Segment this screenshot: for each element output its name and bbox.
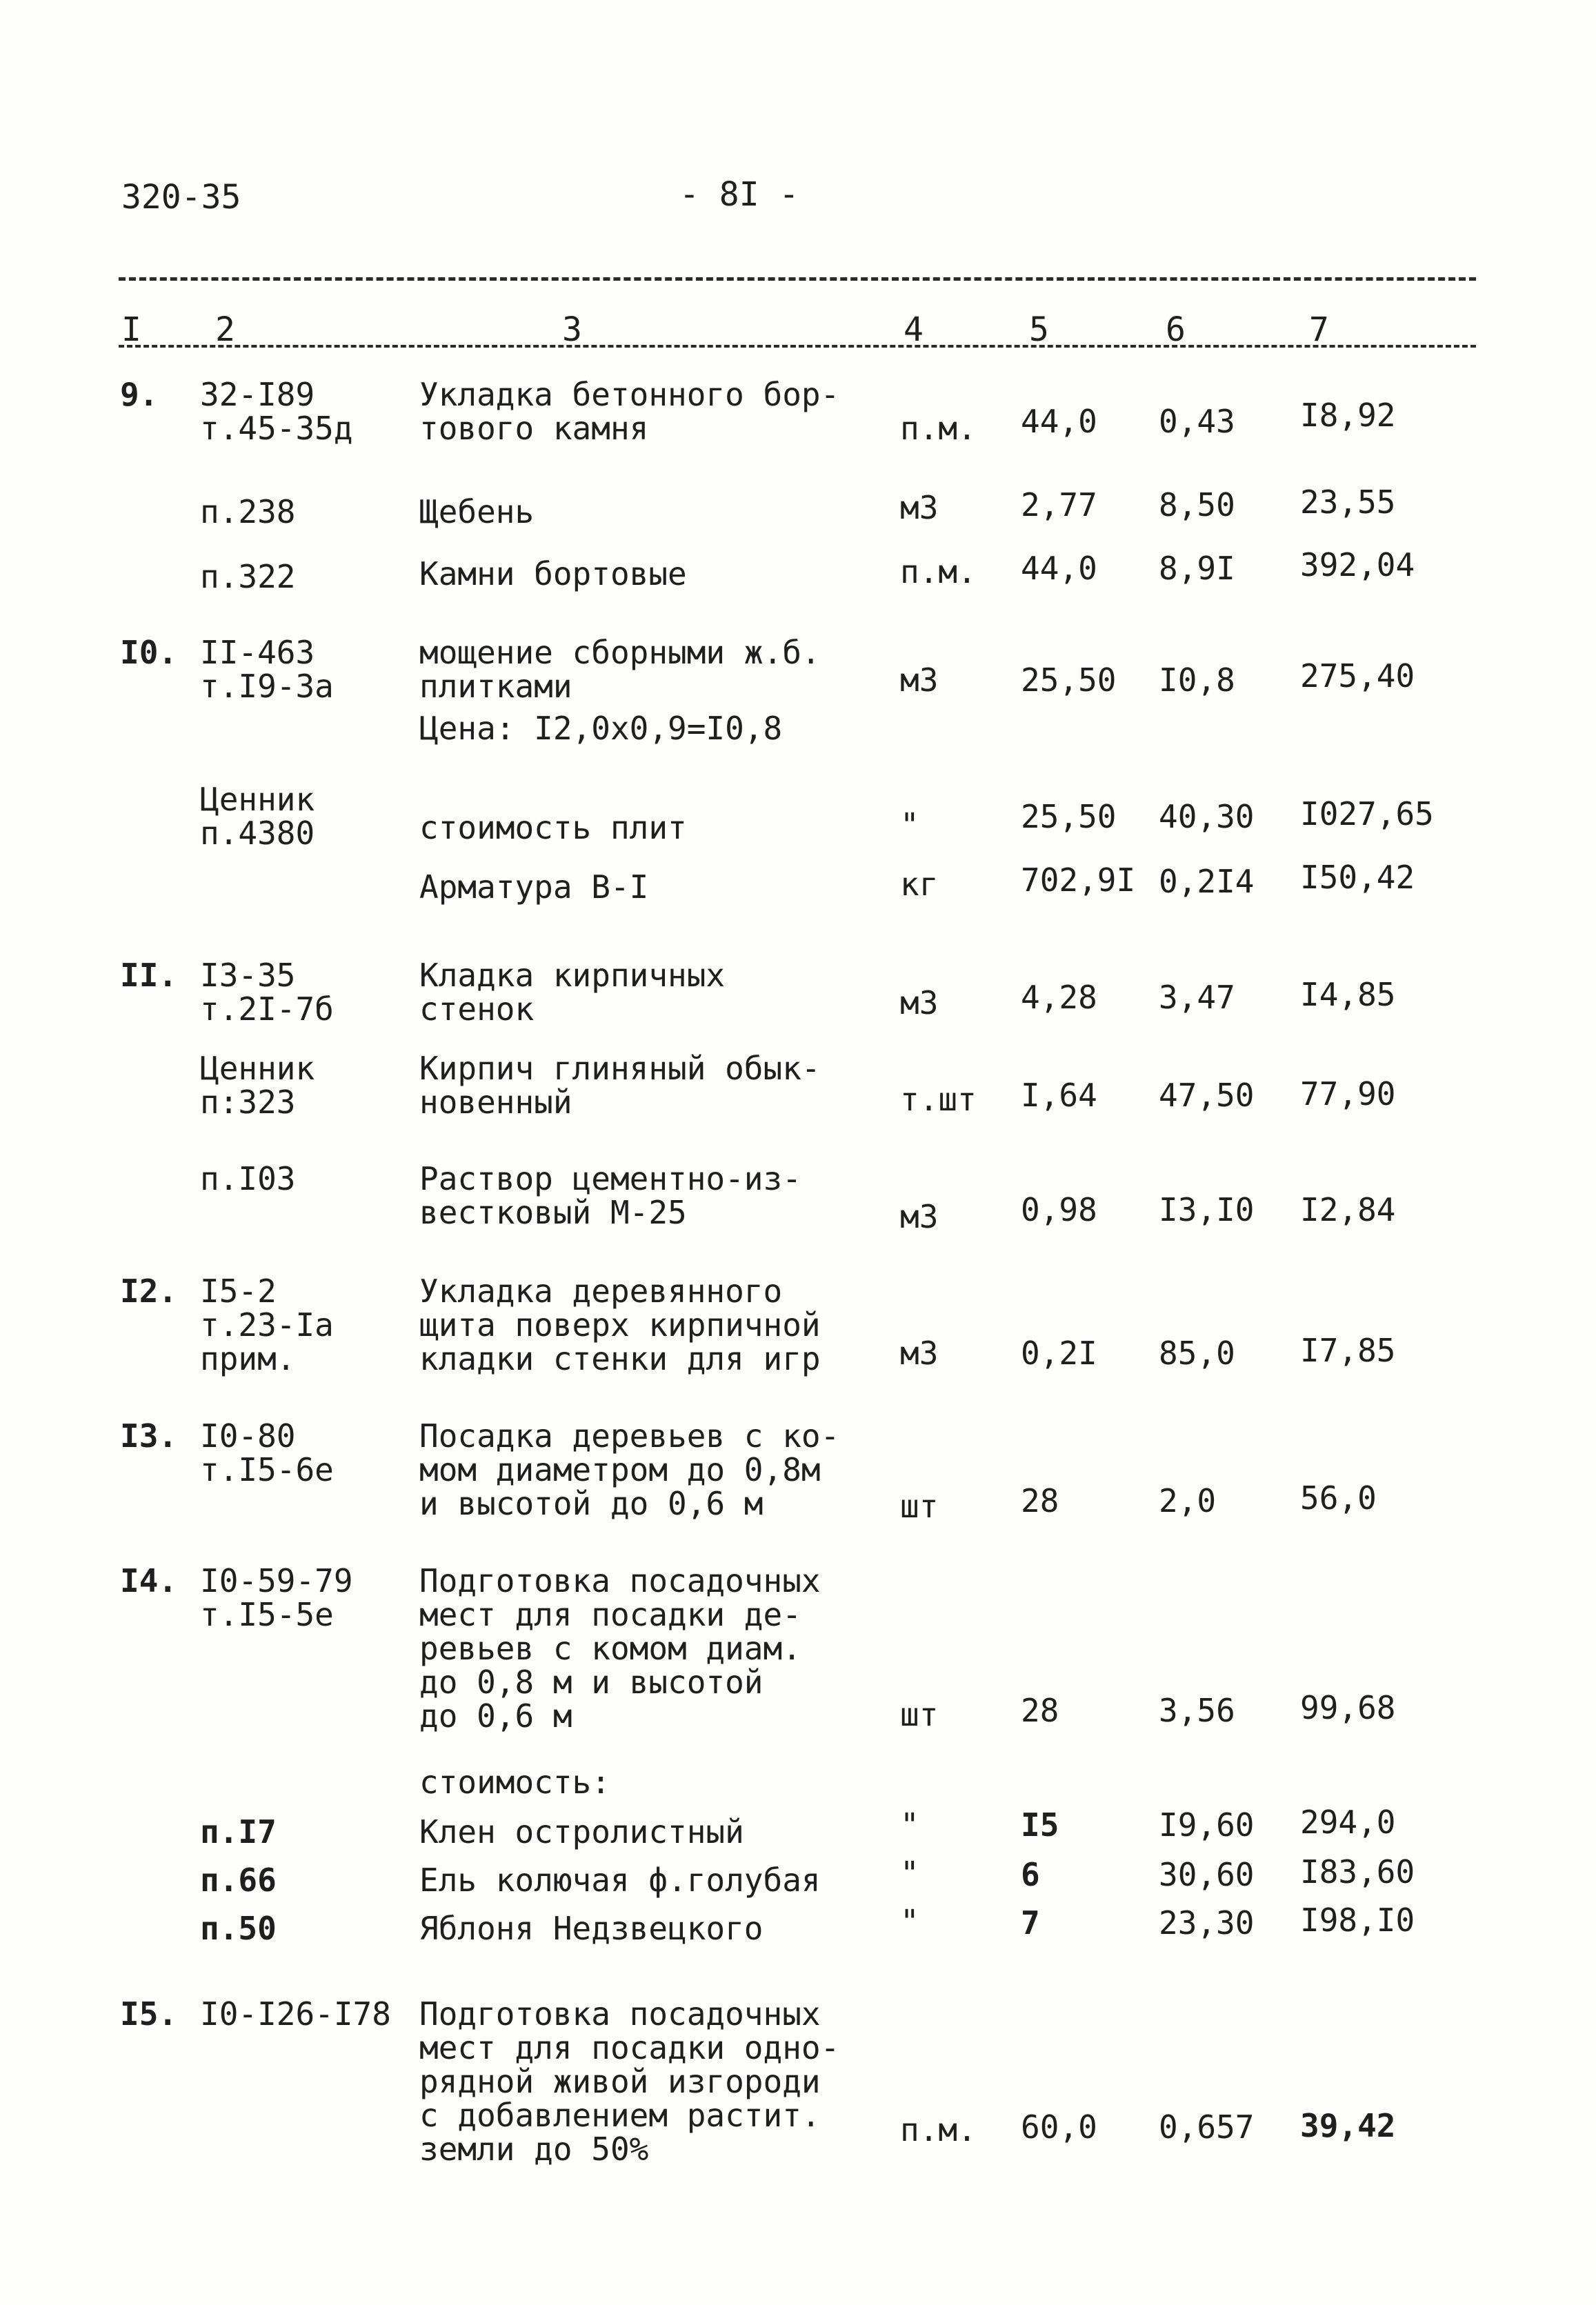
work-description: Укладка деревянного щита поверх кирпичной кладки стенки для игр bbox=[419, 1273, 821, 1377]
unit-price: 0,2I4 bbox=[1159, 863, 1255, 900]
top-divider bbox=[119, 277, 1476, 281]
rate-code: I0-59-79 т.I5-5е bbox=[200, 1562, 353, 1633]
work-description: Раствор цементно-из- вестковый М-25 bbox=[419, 1160, 801, 1231]
work-description: Кирпич глиняный обык- новенный bbox=[419, 1050, 821, 1121]
unit-price: 3,56 bbox=[1159, 1692, 1235, 1729]
column-header-1: I bbox=[121, 310, 141, 349]
unit: м3 bbox=[900, 1198, 939, 1235]
unit: шт bbox=[900, 1488, 939, 1525]
work-description: мощение сборными ж.б. плитками bbox=[419, 634, 821, 705]
work-description: Камни бортовые bbox=[419, 555, 687, 592]
rate-code: п.238 bbox=[200, 493, 296, 530]
quantity: 25,50 bbox=[1021, 798, 1117, 835]
work-description: Подготовка посадочных мест для посадки де- ревьев с комом диам. до 0,8 м и высотой до 0,6 м bbox=[419, 1562, 821, 1735]
unit-price: 3,47 bbox=[1159, 979, 1235, 1016]
unit: п.м. bbox=[900, 2111, 977, 2148]
price-calculation-note: Цена: I2,0х0,9=I0,8 bbox=[419, 710, 783, 747]
rate-code: 32-I89 т.45-35д bbox=[200, 376, 353, 447]
unit: шт bbox=[900, 1696, 939, 1733]
unit: " bbox=[900, 806, 919, 844]
unit-price: 0,657 bbox=[1159, 2108, 1255, 2146]
unit-price: 30,60 bbox=[1159, 1856, 1255, 1893]
unit-price: I0,8 bbox=[1159, 661, 1235, 699]
row-number: I3. bbox=[120, 1417, 178, 1455]
unit: " bbox=[900, 1806, 919, 1844]
total-cost: I7,85 bbox=[1300, 1332, 1396, 1369]
row-number: I0. bbox=[120, 634, 178, 671]
total-cost: 23,55 bbox=[1300, 483, 1396, 521]
unit-price: 8,50 bbox=[1159, 486, 1235, 523]
work-description: Клен остролистный bbox=[419, 1813, 744, 1850]
quantity: 25,50 bbox=[1021, 661, 1117, 699]
column-header-3: 3 bbox=[562, 310, 582, 349]
work-description: Посадка деревьев с ко- мом диаметром до 0,8м и высотой до 0,6 м bbox=[419, 1417, 840, 1522]
column-header-2: 2 bbox=[215, 310, 235, 349]
total-cost: I83,60 bbox=[1300, 1853, 1415, 1890]
total-cost: I50,42 bbox=[1300, 859, 1415, 896]
rate-code: Ценник п.4380 bbox=[200, 781, 315, 852]
unit: м3 bbox=[900, 1335, 939, 1372]
cost-subheading: стоимость: bbox=[419, 1764, 610, 1801]
unit-price: 8,9I bbox=[1159, 550, 1235, 587]
header-divider bbox=[119, 345, 1476, 348]
unit: кг bbox=[900, 866, 939, 903]
quantity: 4,28 bbox=[1021, 979, 1097, 1016]
work-description: Ель колючая ф.голубая bbox=[419, 1862, 821, 1899]
unit-price: 85,0 bbox=[1159, 1335, 1235, 1372]
work-description: Подготовка посадочных мест для посадки одно- рядной живой изгороди с добавлением растит. земли до 50% bbox=[419, 1995, 840, 2168]
row-number: I2. bbox=[120, 1273, 178, 1310]
quantity: 0,98 bbox=[1021, 1191, 1097, 1228]
total-cost: 77,90 bbox=[1300, 1075, 1396, 1112]
unit: п.м. bbox=[900, 553, 977, 590]
column-header-6: 6 bbox=[1166, 310, 1186, 349]
rate-code: Ценник п:323 bbox=[200, 1050, 315, 1121]
quantity: I,64 bbox=[1021, 1077, 1097, 1114]
unit: м3 bbox=[900, 984, 939, 1021]
unit-price: I9,60 bbox=[1159, 1806, 1255, 1844]
rate-code: I0-I26-I78 bbox=[200, 1995, 391, 2033]
unit-price: I3,I0 bbox=[1159, 1191, 1255, 1228]
work-description: Кладка кирпичных стенок bbox=[419, 957, 726, 1028]
rate-code: п.I03 bbox=[200, 1160, 296, 1197]
quantity: 44,0 bbox=[1021, 403, 1097, 440]
total-cost: 294,0 bbox=[1300, 1804, 1396, 1841]
work-description: стоимость плит bbox=[419, 809, 687, 846]
row-number: II. bbox=[120, 957, 178, 994]
page-number: - 8I - bbox=[679, 175, 799, 214]
quantity: 7 bbox=[1021, 1904, 1040, 1942]
unit: " bbox=[900, 1903, 919, 1940]
total-cost: I98,I0 bbox=[1300, 1902, 1415, 1939]
rate-code: I3-35 т.2I-7б bbox=[200, 957, 334, 1028]
total-cost: 39,42 bbox=[1300, 2107, 1396, 2144]
row-number: I5. bbox=[120, 1995, 178, 2033]
unit: " bbox=[900, 1855, 919, 1892]
work-description: Щебень bbox=[419, 493, 535, 530]
work-description: Арматура В-I bbox=[419, 868, 649, 906]
quantity: 6 bbox=[1021, 1856, 1040, 1893]
column-header-5: 5 bbox=[1029, 310, 1049, 349]
quantity: 0,2I bbox=[1021, 1335, 1097, 1372]
column-header-7: 7 bbox=[1309, 310, 1329, 349]
unit-price: 23,30 bbox=[1159, 1904, 1255, 1942]
total-cost: I027,65 bbox=[1300, 795, 1434, 832]
work-description: Укладка бетонного бор- тового камня bbox=[419, 376, 840, 447]
total-cost: 275,40 bbox=[1300, 657, 1415, 695]
total-cost: I2,84 bbox=[1300, 1191, 1396, 1228]
unit-price: 47,50 bbox=[1159, 1077, 1255, 1114]
total-cost: 99,68 bbox=[1300, 1689, 1396, 1726]
unit-price: 0,43 bbox=[1159, 403, 1235, 440]
unit: п.м. bbox=[900, 410, 977, 447]
total-cost: 392,04 bbox=[1300, 546, 1415, 583]
rate-code: п.322 bbox=[200, 558, 296, 595]
rate-code: п.50 bbox=[200, 1910, 277, 1947]
quantity: 28 bbox=[1021, 1482, 1059, 1519]
work-description: Яблоня Недзвецкого bbox=[419, 1910, 764, 1947]
total-cost: I4,85 bbox=[1300, 976, 1396, 1013]
unit: м3 bbox=[900, 661, 939, 699]
quantity: I5 bbox=[1021, 1806, 1059, 1844]
unit-price: 40,30 bbox=[1159, 798, 1255, 835]
unit: т.шт bbox=[900, 1081, 977, 1118]
unit-price: 2,0 bbox=[1159, 1482, 1217, 1519]
quantity: 702,9I bbox=[1021, 861, 1136, 899]
unit: м3 bbox=[900, 489, 939, 526]
row-number: 9. bbox=[120, 376, 159, 413]
rate-code: I5-2 т.23-Iа прим. bbox=[200, 1273, 334, 1377]
total-cost: 56,0 bbox=[1300, 1479, 1377, 1517]
rate-code: п.66 bbox=[200, 1862, 277, 1899]
document-number: 320-35 bbox=[121, 178, 241, 217]
column-header-4: 4 bbox=[904, 310, 924, 349]
quantity: 2,77 bbox=[1021, 486, 1097, 523]
rate-code: п.I7 bbox=[200, 1813, 277, 1850]
quantity: 60,0 bbox=[1021, 2108, 1097, 2146]
row-number: I4. bbox=[120, 1562, 178, 1599]
rate-code: I0-80 т.I5-6е bbox=[200, 1417, 334, 1488]
quantity: 44,0 bbox=[1021, 550, 1097, 587]
rate-code: II-463 т.I9-3а bbox=[200, 634, 334, 705]
quantity: 28 bbox=[1021, 1692, 1059, 1729]
total-cost: I8,92 bbox=[1300, 397, 1396, 434]
